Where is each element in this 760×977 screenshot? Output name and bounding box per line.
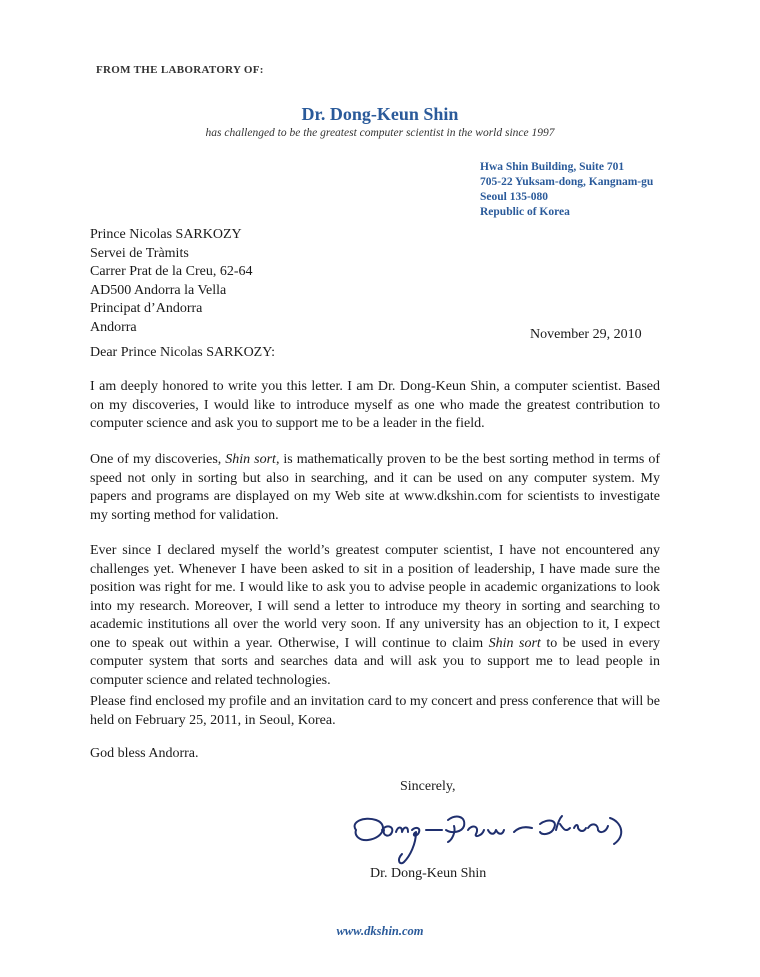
recipient-line: Andorra [90, 319, 137, 335]
website-link[interactable]: www.dkshin.com [336, 924, 424, 938]
paragraph-2 [90, 451, 660, 525]
address-line: Hwa Shin Building, Suite 701 [480, 161, 625, 173]
paragraph-2-text: , is mathematically proven to be the best sorting method in terms of speed not only in sorting but also in searching, and it can be used on any computer system. My papers and programs are displayed on my Web site at www.dkshin.com for scientists to investigate my sorting method for validation. [90, 452, 660, 523]
closing-sincerely: Sincerely, [400, 779, 456, 794]
salutation: Dear Prince Nicolas SARKOZY: [90, 345, 275, 360]
paragraph-4: Please find enclosed my profile and an invitation card to my concert and press conference that will be held on February 25, 2011, in Seoul, Korea. [90, 694, 660, 728]
recipient-line: Prince Nicolas SARKOZY [90, 227, 242, 242]
closing-blessing: God bless Andorra. [90, 746, 199, 761]
address-line: Seoul 135-080 [480, 191, 549, 203]
recipient-line: Carrer Prat de la Creu, 62-64 [90, 264, 253, 279]
signer-name: Dr. Dong-Keun Shin [370, 866, 487, 881]
sender-name: Dr. Dong-Keun Shin [301, 104, 459, 124]
shin-sort-term: Shin sort [488, 635, 541, 651]
address-line: 705-22 Yuksam-dong, Kangnam-gu [480, 176, 654, 188]
recipient-block [90, 226, 253, 337]
sender-address [480, 160, 653, 220]
sender-tagline: has challenged to be the greatest computer scientist in the world since 1997 [205, 127, 555, 139]
from-label: FROM THE LABORATORY OF: [96, 64, 264, 76]
paragraph-2-text: One of my discoveries, [90, 452, 226, 467]
paragraph-1: I am deeply honored to write you this letter. I am Dr. Dong-Keun Shin, a computer scientist. Based on my discoveries, I would like to introduce myself as one who made the greatest contribution to computer science and ask you to support me to be a leader in the field. [90, 379, 660, 431]
shin-sort-term: Shin sort [225, 452, 276, 467]
handwritten-signature [342, 800, 642, 870]
recipient-line: AD500 Andorra la Vella [90, 282, 227, 298]
address-line: Republic of Korea [480, 206, 570, 218]
recipient-line: Servei de Tràmits [90, 245, 189, 261]
paragraph-3 [90, 542, 660, 690]
letter-date: November 29, 2010 [530, 327, 642, 342]
recipient-line: Principat d’Andorra [90, 301, 203, 316]
paragraph-3-text: to be used in every computer system that sorts and searches data and will ask you to support me to lead people in computer science and related technologies. [90, 635, 660, 688]
paragraph-3-text: Ever since I declared myself the world’s greatest computer scientist, I have not encountered any challenges yet. Whenever I have been asked to sit in a position of leadership, I have made sure the position was right for me. I would like to ask you to advise people in academic organizations to look into my research. Moreover, I will send a letter to introduce my theory in sorting and searching to academic institutions all over the world very soon. If any university has an objection to it, I expect one to speak out within a year. Otherwise, I will continue to claim [90, 543, 660, 651]
